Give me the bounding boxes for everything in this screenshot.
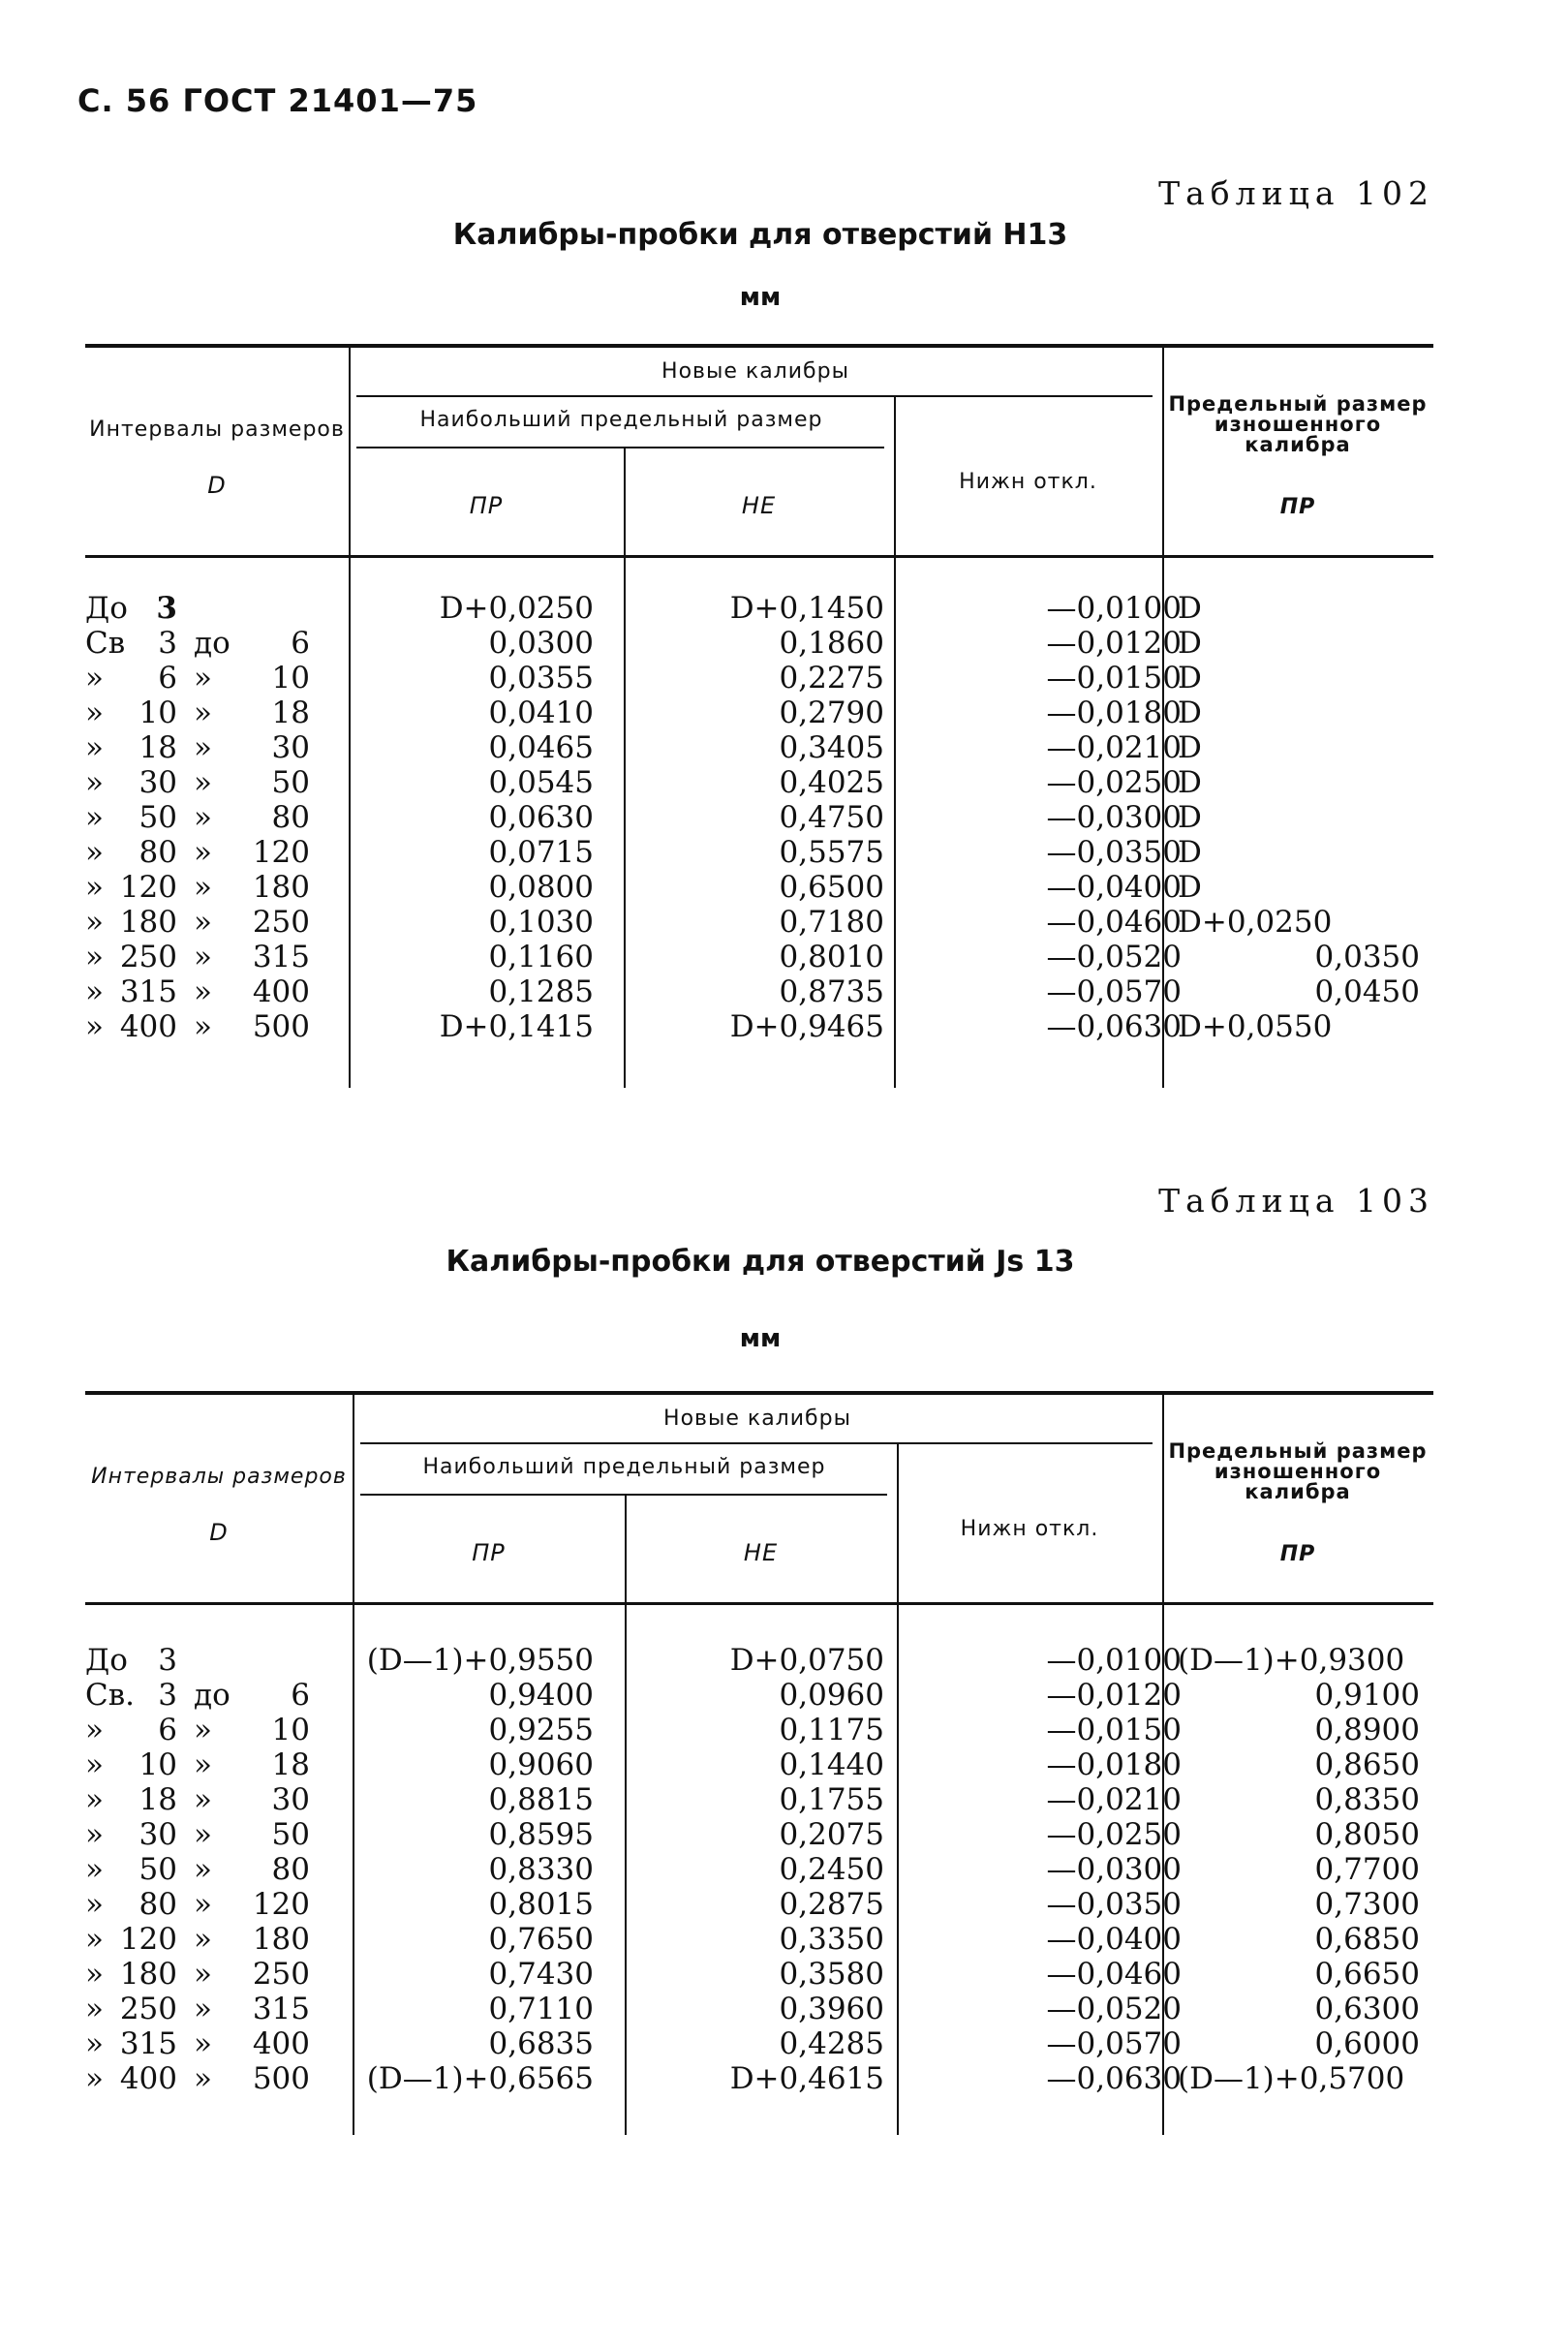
pr-value: 0,0715: [488, 835, 594, 870]
interval-prefix: »: [85, 940, 104, 974]
interval-to-word: »: [194, 1922, 212, 1957]
pr-value: 0,0355: [488, 661, 594, 695]
table-row: [85, 1643, 1433, 1678]
lower-deviation-header: Нижн откл.: [960, 1517, 1099, 1541]
lower-deviation-value: —0,0400: [1046, 870, 1182, 905]
interval-to-word: »: [194, 1957, 212, 1992]
ne-header: НЕ: [743, 1539, 779, 1566]
interval-to: 30: [271, 730, 310, 765]
worn-pr-header: ПР: [1279, 495, 1316, 519]
worn-pr-header: ПР: [1279, 1542, 1316, 1566]
table-row: [85, 591, 1433, 626]
worn-limit-value: D: [1178, 835, 1202, 870]
ne-value: 0,2875: [779, 1887, 884, 1922]
header-rule: [356, 447, 884, 448]
ne-value: 0,1755: [779, 1782, 884, 1817]
interval-from: 80: [138, 1887, 177, 1922]
max-size-header: Наибольший предельный размер: [422, 1455, 826, 1479]
lower-deviation-value: —0,0520: [1046, 1992, 1182, 2026]
interval-to-word: »: [194, 1009, 212, 1044]
interval-from: 180: [119, 905, 177, 940]
pr-value: 0,0300: [488, 626, 594, 661]
interval-prefix: »: [85, 1713, 104, 1747]
ne-value: 0,8010: [779, 940, 884, 974]
lower-deviation-value: —0,0250: [1046, 765, 1182, 800]
interval-to: 6: [291, 626, 310, 661]
interval-from: 18: [138, 730, 177, 765]
pr-value: 0,1160: [488, 940, 594, 974]
table-102-unit: мм: [739, 283, 782, 312]
table-row: [85, 1922, 1433, 1957]
table-row: [85, 695, 1433, 730]
interval-from: 10: [138, 695, 177, 730]
interval-prefix: »: [85, 1922, 104, 1957]
header-bottom-rule: [85, 1602, 1433, 1605]
interval-to-word: »: [194, 765, 212, 800]
pr-value: 0,8815: [488, 1782, 594, 1817]
interval-from: 400: [119, 2061, 177, 2096]
ne-value: D+0,1450: [729, 591, 884, 626]
interval-to-word: »: [194, 974, 212, 1009]
interval-to: 400: [252, 2026, 310, 2061]
new-gauges-header: Новые калибры: [661, 359, 849, 384]
pr-value: 0,0800: [488, 870, 594, 905]
interval-to-word: »: [194, 905, 212, 940]
max-size-header: Наибольший предельный размер: [419, 408, 823, 432]
pr-value: 0,7650: [488, 1922, 594, 1957]
worn-limit-value: D: [1178, 626, 1202, 661]
ne-value: D+0,0750: [729, 1643, 884, 1678]
interval-prefix: »: [85, 695, 104, 730]
interval-from: 80: [138, 835, 177, 870]
lower-deviation-value: —0,0460: [1046, 1957, 1182, 1992]
worn-limit-value: 0,6850: [1314, 1922, 1420, 1957]
interval-from: 120: [119, 1922, 177, 1957]
pr-value: 0,1285: [488, 974, 594, 1009]
lower-deviation-value: —0,0180: [1046, 1747, 1182, 1782]
worn-limit-value: 0,7700: [1314, 1852, 1420, 1887]
interval-prefix: »: [85, 765, 104, 800]
interval-from: 400: [119, 1009, 177, 1044]
table-row: [85, 1852, 1433, 1887]
table-102: [85, 344, 1433, 1090]
interval-to: 6: [291, 1678, 310, 1713]
interval-to: 10: [271, 1713, 310, 1747]
interval-to: 315: [252, 1992, 310, 2026]
table-103-number: Таблица 103: [1158, 1182, 1434, 1220]
pr-value: 0,6835: [488, 2026, 594, 2061]
interval-prefix: »: [85, 730, 104, 765]
pr-value: D+0,0250: [439, 591, 594, 626]
worn-limit-value: D: [1178, 800, 1202, 835]
interval-prefix: »: [85, 1782, 104, 1817]
pr-value: 0,8015: [488, 1887, 594, 1922]
ne-value: 0,1860: [779, 626, 884, 661]
interval-from: 180: [119, 1957, 177, 1992]
interval-to: 30: [271, 1782, 310, 1817]
interval-to: 50: [271, 765, 310, 800]
interval-to: 180: [252, 1922, 310, 1957]
interval-to-word: »: [194, 800, 212, 835]
header-rule: [360, 1442, 1153, 1444]
interval-prefix: »: [85, 835, 104, 870]
table-102-number: Таблица 102: [1158, 174, 1434, 212]
lower-deviation-value: —0,0120: [1046, 1678, 1182, 1713]
header-rule: [356, 395, 1153, 397]
pr-value: 0,0410: [488, 695, 594, 730]
interval-from: 3: [158, 1678, 177, 1713]
interval-from: 18: [138, 1782, 177, 1817]
interval-to-word: »: [194, 730, 212, 765]
interval-to: 500: [252, 1009, 310, 1044]
lower-deviation-value: —0,0460: [1046, 905, 1182, 940]
lower-deviation-value: —0,0210: [1046, 1782, 1182, 1817]
lower-deviation-value: —0,0300: [1046, 800, 1182, 835]
interval-from: 30: [138, 1817, 177, 1852]
pr-value: 0,0465: [488, 730, 594, 765]
interval-from: 50: [138, 1852, 177, 1887]
ne-value: 0,0960: [779, 1678, 884, 1713]
worn-limit-header: Предельный размер изношенного калибра: [1168, 1439, 1428, 1503]
lower-deviation-value: —0,0630: [1046, 1009, 1182, 1044]
worn-limit-value: D+0,0250: [1178, 905, 1333, 940]
interval-from: 3: [158, 626, 177, 661]
interval-prefix: »: [85, 905, 104, 940]
ne-value: 0,7180: [779, 905, 884, 940]
interval-to-word: »: [194, 2061, 212, 2096]
table-row: [85, 1713, 1433, 1747]
interval-to: 250: [252, 1957, 310, 1992]
interval-prefix: »: [85, 974, 104, 1009]
worn-limit-value: 0,6650: [1314, 1957, 1420, 1992]
interval-prefix: »: [85, 1817, 104, 1852]
lower-deviation-value: —0,0250: [1046, 1817, 1182, 1852]
pr-header: ПР: [469, 492, 504, 519]
pr-value: 0,0545: [488, 765, 594, 800]
intervals-d-header: D: [207, 472, 227, 499]
interval-to-word: »: [194, 1992, 212, 2026]
worn-limit-value: 0,8650: [1314, 1747, 1420, 1782]
lower-deviation-value: —0,0630: [1046, 2061, 1182, 2096]
table-row: [85, 974, 1433, 1009]
worn-limit-value: D: [1178, 661, 1202, 695]
pr-value: (D—1)+0,9550: [366, 1643, 594, 1678]
ne-value: 0,2275: [779, 661, 884, 695]
lower-deviation-value: —0,0300: [1046, 1852, 1182, 1887]
interval-to-word: »: [194, 1852, 212, 1887]
interval-from: 315: [119, 974, 177, 1009]
interval-from: 50: [138, 800, 177, 835]
worn-limit-value: D: [1178, 765, 1202, 800]
intervals-header: Интервалы размеров: [89, 417, 345, 442]
lower-deviation-value: —0,0180: [1046, 695, 1182, 730]
interval-from: 3: [158, 1643, 177, 1678]
interval-to: 120: [252, 835, 310, 870]
pr-value: 0,9060: [488, 1747, 594, 1782]
lower-deviation-value: —0,0100: [1046, 1643, 1182, 1678]
interval-from: 10: [138, 1747, 177, 1782]
worn-limit-value: (D—1)+0,9300: [1178, 1643, 1405, 1678]
new-gauges-header: Новые калибры: [663, 1406, 851, 1431]
ne-value: 0,1440: [779, 1747, 884, 1782]
interval-prefix: До: [85, 1643, 128, 1678]
interval-prefix: До: [85, 591, 128, 626]
interval-to: 80: [271, 1852, 310, 1887]
ne-value: 0,6500: [779, 870, 884, 905]
ne-value: 0,3350: [779, 1922, 884, 1957]
interval-prefix: »: [85, 1887, 104, 1922]
pr-value: (D—1)+0,6565: [366, 2061, 594, 2096]
ne-header: НЕ: [741, 492, 777, 519]
worn-limit-value: 0,8050: [1314, 1817, 1420, 1852]
interval-to-word: »: [194, 870, 212, 905]
intervals-header: Интервалы размеров: [91, 1465, 347, 1489]
interval-to: 18: [271, 1747, 310, 1782]
interval-to: 50: [271, 1817, 310, 1852]
interval-to-word: »: [194, 1887, 212, 1922]
interval-to: 80: [271, 800, 310, 835]
interval-to-word: до: [194, 626, 231, 661]
lower-deviation-value: —0,0520: [1046, 940, 1182, 974]
interval-from: 315: [119, 2026, 177, 2061]
lower-deviation-value: —0,0150: [1046, 661, 1182, 695]
table-row: [85, 730, 1433, 765]
interval-to-word: »: [194, 1817, 212, 1852]
worn-limit-value: 0,7300: [1314, 1887, 1420, 1922]
table-top-rule: [85, 344, 1433, 348]
header-bottom-rule: [85, 555, 1433, 558]
pr-value: 0,0630: [488, 800, 594, 835]
ne-value: 0,2790: [779, 695, 884, 730]
table-row: [85, 626, 1433, 661]
ne-value: 0,5575: [779, 835, 884, 870]
ne-value: 0,3405: [779, 730, 884, 765]
worn-limit-value: D: [1178, 695, 1202, 730]
table-row: [85, 1747, 1433, 1782]
interval-from: 250: [119, 940, 177, 974]
worn-limit-value: 0,8350: [1314, 1782, 1420, 1817]
interval-from: 6: [158, 661, 177, 695]
ne-value: 0,1175: [779, 1713, 884, 1747]
ne-value: 0,3580: [779, 1957, 884, 1992]
table-row: [85, 1887, 1433, 1922]
interval-to: 180: [252, 870, 310, 905]
pr-value: 0,8595: [488, 1817, 594, 1852]
interval-to-word: »: [194, 1747, 212, 1782]
worn-limit-value: (D—1)+0,5700: [1178, 2061, 1405, 2096]
interval-prefix: Св.: [85, 1678, 136, 1713]
ne-value: 0,8735: [779, 974, 884, 1009]
table-top-rule: [85, 1391, 1433, 1395]
lower-deviation-value: —0,0350: [1046, 1887, 1182, 1922]
table-row: [85, 835, 1433, 870]
interval-from: 30: [138, 765, 177, 800]
table-row: [85, 1782, 1433, 1817]
lower-deviation-value: —0,0100: [1046, 591, 1182, 626]
table-row: [85, 2061, 1433, 2096]
pr-value: 0,9255: [488, 1713, 594, 1747]
interval-to-word: »: [194, 695, 212, 730]
table-row: [85, 1678, 1433, 1713]
interval-prefix: Св: [85, 626, 126, 661]
ne-value: 0,4750: [779, 800, 884, 835]
lower-deviation-value: —0,0570: [1046, 2026, 1182, 2061]
table-row: [85, 940, 1433, 974]
table-row: [85, 1957, 1433, 1992]
interval-prefix: »: [85, 1957, 104, 1992]
table-row: [85, 905, 1433, 940]
lower-deviation-value: —0,0570: [1046, 974, 1182, 1009]
interval-prefix: »: [85, 870, 104, 905]
worn-limit-value: 0,6000: [1314, 2026, 1420, 2061]
worn-limit-value: D: [1178, 730, 1202, 765]
ne-value: 0,2450: [779, 1852, 884, 1887]
interval-to: 10: [271, 661, 310, 695]
table-row: [85, 800, 1433, 835]
interval-from: 3: [156, 591, 177, 626]
table-103-title: Калибры-пробки для отверстий Js 13: [446, 1245, 1075, 1279]
interval-to-word: »: [194, 1713, 212, 1747]
interval-to-word: »: [194, 940, 212, 974]
interval-to: 250: [252, 905, 310, 940]
lower-deviation-value: —0,0400: [1046, 1922, 1182, 1957]
table-102-title: Калибры-пробки для отверстий H13: [452, 218, 1068, 252]
pr-value: 0,7430: [488, 1957, 594, 1992]
worn-limit-value: D: [1178, 591, 1202, 626]
table-row: [85, 870, 1433, 905]
lower-deviation-value: —0,0120: [1046, 626, 1182, 661]
lower-deviation-value: —0,0210: [1046, 730, 1182, 765]
interval-prefix: »: [85, 800, 104, 835]
interval-prefix: »: [85, 1852, 104, 1887]
worn-limit-value: 0,0350: [1314, 940, 1420, 974]
interval-prefix: »: [85, 2026, 104, 2061]
interval-from: 120: [119, 870, 177, 905]
worn-limit-value: D: [1178, 870, 1202, 905]
ne-value: 0,3960: [779, 1992, 884, 2026]
interval-to-word: »: [194, 835, 212, 870]
ne-value: 0,2075: [779, 1817, 884, 1852]
worn-limit-value: 0,6300: [1314, 1992, 1420, 2026]
interval-to: 400: [252, 974, 310, 1009]
table-row: [85, 1817, 1433, 1852]
interval-prefix: »: [85, 1992, 104, 2026]
pr-value: 0,8330: [488, 1852, 594, 1887]
pr-header: ПР: [472, 1539, 506, 1566]
interval-to-word: »: [194, 2026, 212, 2061]
interval-prefix: »: [85, 661, 104, 695]
pr-value: 0,1030: [488, 905, 594, 940]
interval-to: 120: [252, 1887, 310, 1922]
worn-limit-value: 0,0450: [1314, 974, 1420, 1009]
pr-value: 0,7110: [488, 1992, 594, 2026]
intervals-d-header: D: [209, 1519, 229, 1546]
worn-limit-value: D+0,0550: [1178, 1009, 1333, 1044]
table-row: [85, 765, 1433, 800]
pr-value: D+0,1415: [439, 1009, 594, 1044]
table-row: [85, 661, 1433, 695]
table-row: [85, 2026, 1433, 2061]
interval-to-word: »: [194, 661, 212, 695]
worn-limit-header: Предельный размер изношенного калибра: [1168, 392, 1428, 456]
interval-to: 315: [252, 940, 310, 974]
interval-from: 250: [119, 1992, 177, 2026]
worn-limit-value: 0,8900: [1314, 1713, 1420, 1747]
table-103: [85, 1391, 1433, 2137]
pr-value: 0,9400: [488, 1678, 594, 1713]
ne-value: D+0,4615: [729, 2061, 884, 2096]
header-rule: [360, 1494, 887, 1496]
table-row: [85, 1992, 1433, 2026]
interval-to-word: »: [194, 1782, 212, 1817]
ne-value: D+0,9465: [729, 1009, 884, 1044]
interval-from: 6: [158, 1713, 177, 1747]
interval-to: 500: [252, 2061, 310, 2096]
lower-deviation-value: —0,0350: [1046, 835, 1182, 870]
lower-deviation-header: Нижн откл.: [959, 470, 1097, 494]
interval-prefix: »: [85, 1009, 104, 1044]
interval-prefix: »: [85, 1747, 104, 1782]
interval-prefix: »: [85, 2061, 104, 2096]
interval-to: 18: [271, 695, 310, 730]
worn-limit-value: 0,9100: [1314, 1678, 1420, 1713]
table-row: [85, 1009, 1433, 1044]
page-header: С. 56 ГОСТ 21401—75: [77, 82, 478, 119]
ne-value: 0,4285: [779, 2026, 884, 2061]
ne-value: 0,4025: [779, 765, 884, 800]
lower-deviation-value: —0,0150: [1046, 1713, 1182, 1747]
interval-to-word: до: [194, 1678, 231, 1713]
table-103-unit: мм: [739, 1324, 782, 1353]
